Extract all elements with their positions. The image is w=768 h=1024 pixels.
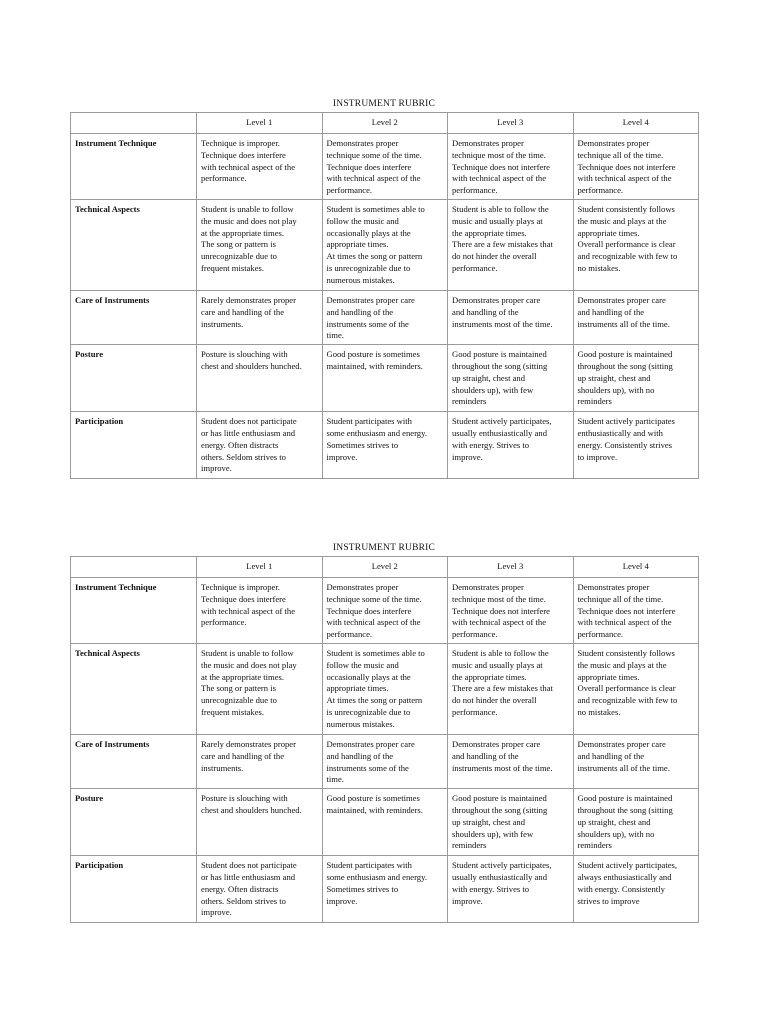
rubric-cell: Student consistently follows the music and plays at the appropriate times. Overall performance is clear and recognizable with few to no mistakes. [573, 643, 699, 734]
criterion-label: Posture [71, 345, 197, 412]
level-header: Level 4 [573, 557, 699, 578]
rubric-cell: Good posture is sometimes maintained, with reminders. [322, 345, 448, 412]
rubric-cell: Student consistently follows the music and plays at the appropriate times. Overall performance is clear and recognizable with few to no mistakes. [573, 199, 699, 290]
rubric-cell: Technique is improper. Technique does interfere with technical aspect of the performance. [197, 578, 323, 644]
level-header: Level 3 [448, 557, 574, 578]
rubric-table [70, 556, 699, 923]
level-header: Level 1 [197, 557, 323, 578]
rubric-cell: Demonstrates proper care and handling of the instruments some of the time. [322, 734, 448, 788]
criterion-label: Participation [71, 412, 197, 479]
rubric-cell: Student actively participates, usually enthusiastically and with energy. Strives to improve. [448, 412, 574, 479]
rubric-cell: Demonstrates proper care and handling of the instruments all of the time. [573, 290, 699, 344]
rubric-table [70, 112, 699, 479]
table-row [71, 643, 699, 734]
rubric-cell: Student is unable to follow the music and does not play at the appropriate times. The song or pattern is unrecognizable due to frequent mistakes. [197, 199, 323, 290]
criterion-label: Technical Aspects [71, 643, 197, 734]
rubric-cell: Demonstrates proper care and handling of the instruments most of the time. [448, 290, 574, 344]
rubric-cell: Student is able to follow the music and usually plays at the appropriate times. There are a few mistakes that do not hinder the overall performance. [448, 643, 574, 734]
criterion-label: Care of Instruments [71, 734, 197, 788]
rubric-cell: Demonstrates proper technique all of the time. Technique does not interfere with technical aspect of the performance. [573, 134, 699, 200]
corner-cell [71, 557, 197, 578]
rubric-cell: Student actively participates, always enthusiastically and with energy. Consistently strives to improve [573, 856, 699, 923]
rubric-cell: Student is sometimes able to follow the music and occasionally plays at the appropriate times. At times the song or pattern is unrecognizable due to numerous mistakes. [322, 643, 448, 734]
rubric-cell: Good posture is maintained throughout the song (sitting up straight, chest and shoulders up), with no reminders [573, 345, 699, 412]
rubric-cell: Demonstrates proper care and handling of the instruments some of the time. [322, 290, 448, 344]
rubric-cell: Student participates with some enthusiasm and energy. Sometimes strives to improve. [322, 856, 448, 923]
table-row [71, 578, 699, 644]
corner-cell [71, 113, 197, 134]
rubric-cell: Student actively participates enthusiastically and with energy. Consistently strives to improve. [573, 412, 699, 479]
rubric-title: INSTRUMENT RUBRIC [332, 543, 436, 553]
rubric-cell: Student does not participate or has little enthusiasm and energy. Often distracts others. Seldom strives to improve. [197, 412, 323, 479]
rubric-cell: Demonstrates proper care and handling of the instruments most of the time. [448, 734, 574, 788]
rubric-cell: Student is able to follow the music and usually plays at the appropriate times. There are a few mistakes that do not hinder the overall performance. [448, 199, 574, 290]
rubric-cell: Demonstrates proper care and handling of the instruments all of the time. [573, 734, 699, 788]
table-row [71, 199, 699, 290]
header-row [71, 557, 699, 578]
rubric-cell: Student actively participates, usually enthusiastically and with energy. Strives to improve. [448, 856, 574, 923]
level-header: Level 3 [448, 113, 574, 134]
rubric-cell: Good posture is sometimes maintained, with reminders. [322, 789, 448, 856]
rubric-2 [70, 540, 698, 923]
rubric-cell: Rarely demonstrates proper care and handling of the instruments. [197, 734, 323, 788]
rubric-cell: Good posture is maintained throughout the song (sitting up straight, chest and shoulders up), with few reminders [448, 789, 574, 856]
level-header: Level 2 [322, 113, 448, 134]
rubric-title: INSTRUMENT RUBRIC [332, 99, 436, 109]
criterion-label: Instrument Technique [71, 134, 197, 200]
rubric-cell: Posture is slouching with chest and shoulders hunched. [197, 345, 323, 412]
rubric-cell: Student does not participate or has little enthusiasm and energy. Often distracts others. Seldom strives to improve. [197, 856, 323, 923]
criterion-label: Care of Instruments [71, 290, 197, 344]
criterion-label: Technical Aspects [71, 199, 197, 290]
table-row [71, 134, 699, 200]
table-row [71, 412, 699, 479]
table-row [71, 290, 699, 344]
rubric-cell: Technique is improper. Technique does interfere with technical aspect of the performance. [197, 134, 323, 200]
rubric-cell: Rarely demonstrates proper care and handling of the instruments. [197, 290, 323, 344]
rubric-cell: Student is unable to follow the music and does not play at the appropriate times. The song or pattern is unrecognizable due to frequent mistakes. [197, 643, 323, 734]
table-row [71, 345, 699, 412]
rubric-cell: Demonstrates proper technique some of the time. Technique does interfere with technical aspect of the performance. [322, 578, 448, 644]
rubric-cell: Good posture is maintained throughout the song (sitting up straight, chest and shoulders up), with no reminders [573, 789, 699, 856]
table-row [71, 789, 699, 856]
rubric-cell: Demonstrates proper technique all of the time. Technique does not interfere with technical aspect of the performance. [573, 578, 699, 644]
rubric-cell: Student participates with some enthusiasm and energy. Sometimes strives to improve. [322, 412, 448, 479]
level-header: Level 1 [197, 113, 323, 134]
level-header: Level 2 [322, 557, 448, 578]
rubric-cell: Good posture is maintained throughout the song (sitting up straight, chest and shoulders up), with few reminders [448, 345, 574, 412]
rubric-cell: Student is sometimes able to follow the music and occasionally plays at the appropriate times. At times the song or pattern is unrecognizable due to numerous mistakes. [322, 199, 448, 290]
rubric-cell: Posture is slouching with chest and shoulders hunched. [197, 789, 323, 856]
level-header: Level 4 [573, 113, 699, 134]
rubric-cell: Demonstrates proper technique most of the time. Technique does not interfere with technical aspect of the performance. [448, 578, 574, 644]
criterion-label: Participation [71, 856, 197, 923]
criterion-label: Instrument Technique [71, 578, 197, 644]
header-row [71, 113, 699, 134]
criterion-label: Posture [71, 789, 197, 856]
rubric-cell: Demonstrates proper technique most of the time. Technique does not interfere with technical aspect of the performance. [448, 134, 574, 200]
rubric-cell: Demonstrates proper technique some of the time. Technique does interfere with technical aspect of the performance. [322, 134, 448, 200]
table-row [71, 734, 699, 788]
table-row [71, 856, 699, 923]
rubric-1 [70, 96, 698, 479]
